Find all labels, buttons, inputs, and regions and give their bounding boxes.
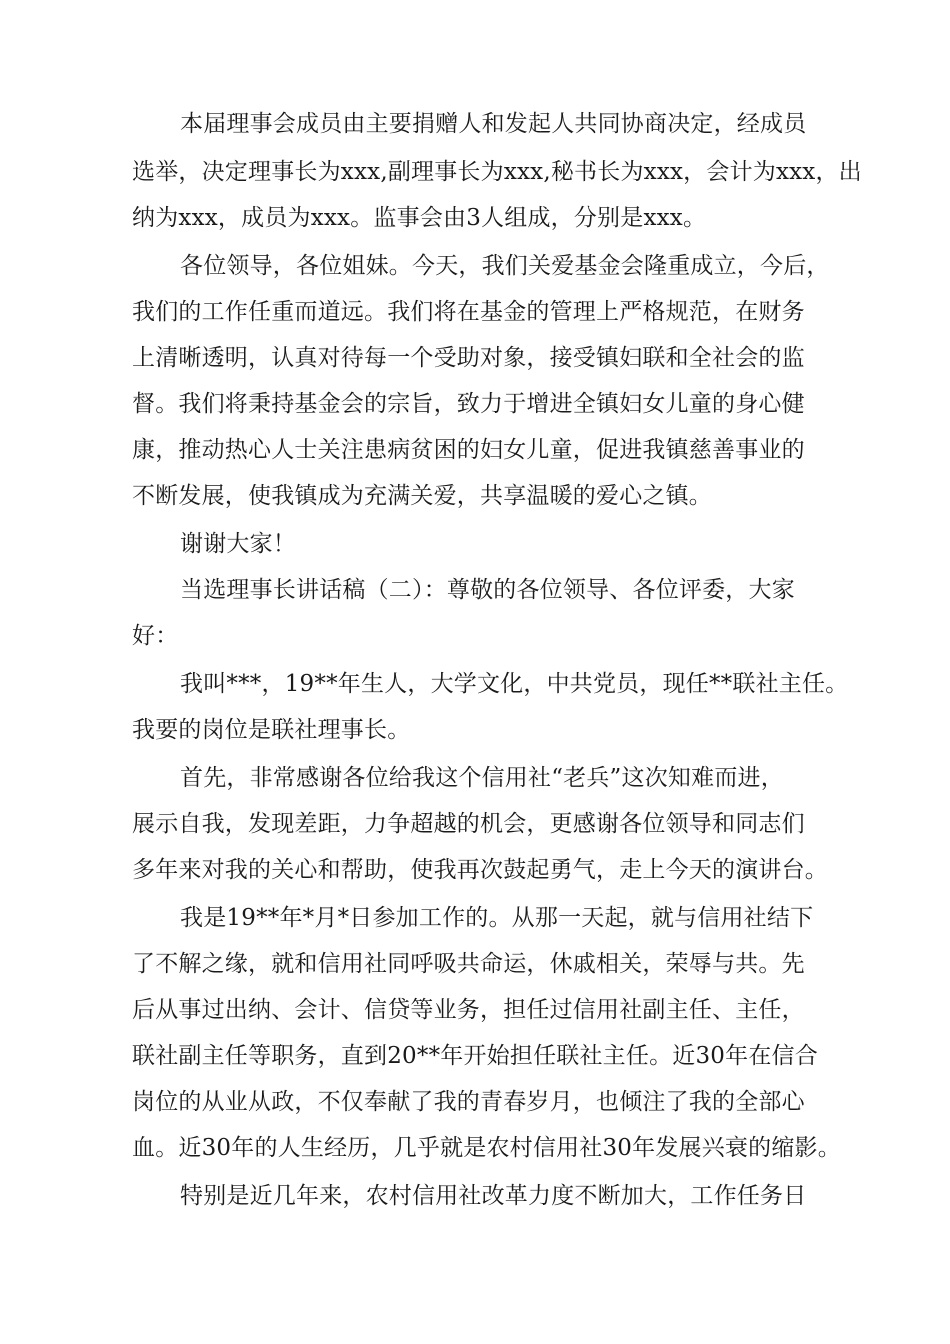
text-line: 血。近30年的人生经历，几乎就是农村信用社30年发展兴衰的缩影。 (132, 1135, 841, 1161)
text-line: 督。我们将秉持基金会的宗旨，致力于增进全镇妇女儿童的身心健 (132, 391, 805, 417)
text-line: 联社副主任等职务，直到20**年开始担任联社主任。近30年在信合 (132, 1043, 818, 1069)
text-line: 我是19**年*月*日参加工作的。从那一天起，就与信用社结下 (180, 905, 814, 931)
text-line: 多年来对我的关心和帮助，使我再次鼓起勇气，走上今天的演讲台。 (132, 857, 828, 883)
text-line: 不断发展，使我镇成为充满关爱，共享温暖的爱心之镇。 (132, 483, 712, 509)
text-line: 我要的岗位是联社理事长。 (132, 717, 411, 743)
text-line: 本届理事会成员由主要捐赠人和发起人共同协商决定，经成员 (180, 111, 807, 137)
text-line: 后从事过出纳、会计、信贷等业务，担任过信用社副主任、主任， (132, 997, 805, 1023)
text-line: 特别是近几年来，农村信用社改革力度不断加大，工作任务日 (180, 1183, 807, 1209)
text-line: 纳为xxx，成员为xxx。监事会由3人组成，分别是xxx。 (132, 205, 707, 231)
text-line: 选举，决定理事长为xxx,副理事长为xxx,秘书长为xxx，会计为xxx，出 (132, 159, 862, 185)
text-line: 展示自我，发现差距，力争超越的机会，更感谢各位领导和同志们 (132, 811, 805, 837)
text-line: 好： (132, 623, 179, 649)
text-line: 了不解之缘，就和信用社同呼吸共命运，休戚相关，荣辱与共。先 (132, 951, 805, 977)
text-line: 当选理事长讲话稿（二）：尊敬的各位领导、各位评委，大家 (180, 577, 795, 603)
text-line: 谢谢大家！ (180, 531, 296, 557)
text-line: 岗位的从业从政，不仅奉献了我的青春岁月，也倾注了我的全部心 (132, 1089, 805, 1115)
text-line: 我们的工作任重而道远。我们将在基金的管理上严格规范，在财务 (132, 299, 805, 325)
text-line: 各位领导，各位姐妹。今天，我们关爱基金会隆重成立，今后， (180, 253, 830, 279)
text-line: 首先，非常感谢各位给我这个信用社“老兵”这次知难而进， (180, 765, 784, 791)
text-line: 上清晰透明，认真对待每一个受助对象，接受镇妇联和全社会的监 (132, 345, 805, 371)
text-line: 我叫***，19**年生人，大学文化，中共党员，现任**联社主任。 (180, 671, 849, 697)
text-line: 康，推动热心人士关注患病贫困的妇女儿童，促进我镇慈善事业的 (132, 437, 805, 463)
